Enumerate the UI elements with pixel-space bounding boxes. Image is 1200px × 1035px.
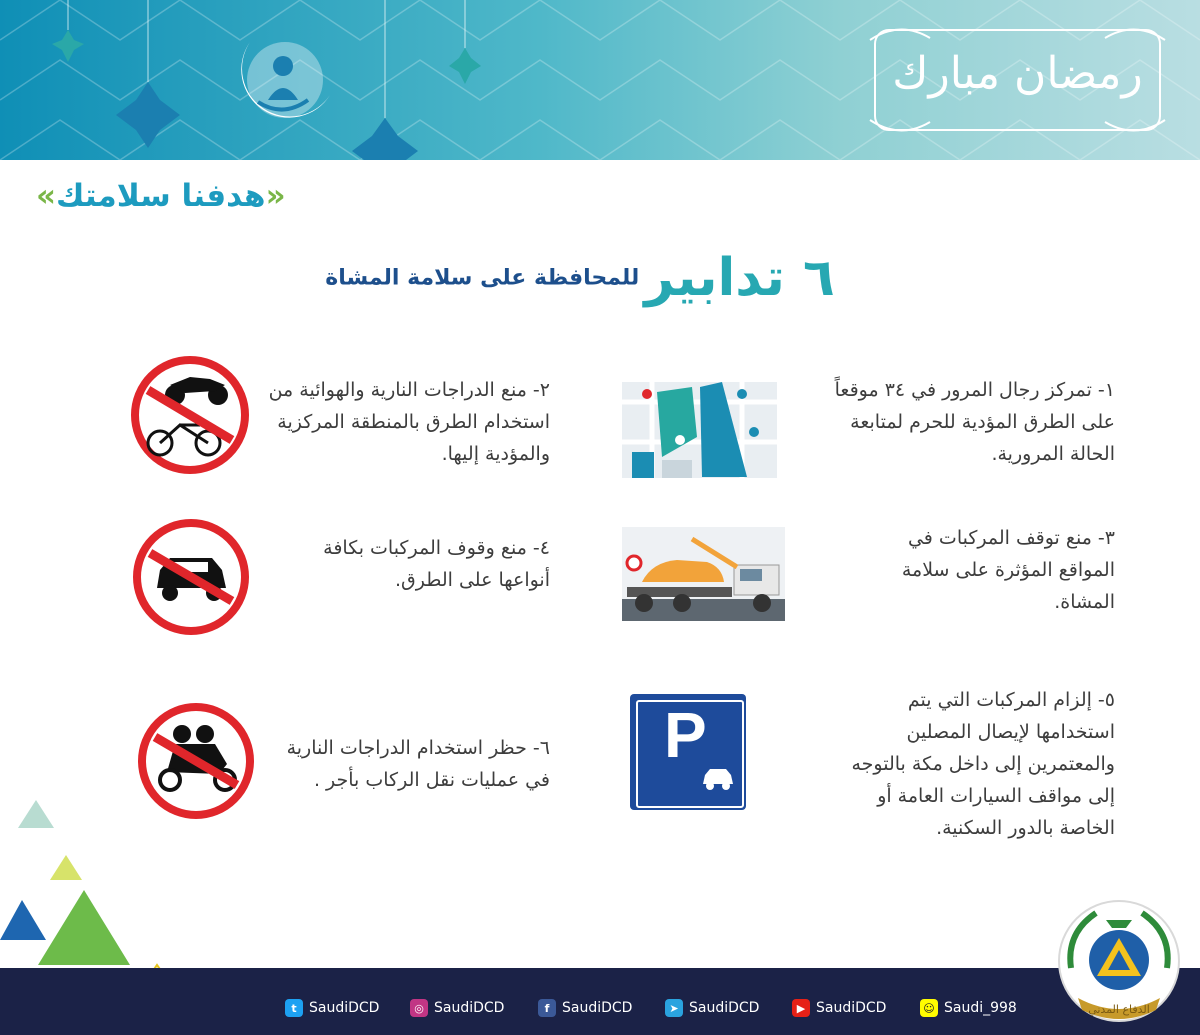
social-handle: SaudiDCD bbox=[562, 1000, 633, 1016]
measure-item-5: ٥- إلزام المركبات التي يتم استخدامها لإيصال المصلين والمعتمرين إلى داخل مكة بالتوجه إلى مواقف السيارات العامة أو الخاصة بالدور السكنية. bbox=[851, 689, 1115, 839]
slogan-close-quote: » bbox=[36, 178, 57, 214]
no-bikes-icon bbox=[130, 355, 250, 475]
car-icon bbox=[700, 764, 736, 792]
parking-sign-icon bbox=[630, 694, 746, 810]
emblem-caption: الدفاع المدني bbox=[1088, 1003, 1150, 1016]
telegram-icon: ➤ bbox=[665, 999, 683, 1017]
measure-item-2: ٢- منع الدراجات النارية والهوائية من استخدام الطرق بالمنطقة المركزية والمؤدية إليها. bbox=[268, 379, 550, 465]
social-facebook[interactable] bbox=[538, 996, 632, 1020]
youtube-icon: ▶ bbox=[792, 999, 810, 1017]
ramadan-logo-icon bbox=[241, 42, 330, 118]
facebook-icon: f bbox=[538, 999, 556, 1017]
social-handle: SaudiDCD bbox=[309, 1000, 380, 1016]
social-youtube[interactable] bbox=[792, 996, 886, 1020]
tow-truck-icon bbox=[622, 527, 785, 621]
parking-letter: P bbox=[664, 699, 707, 771]
social-handle: SaudiDCD bbox=[816, 1000, 887, 1016]
measure-item-1: ١- تمركز رجال المرور في ٣٤ موقعاً على الطرق المؤدية للحرم لمتابعة الحالة المرورية. bbox=[834, 379, 1115, 465]
measure-item-4: ٤- منع وقوف المركبات بكافة أنواعها على الطرق. bbox=[323, 537, 550, 591]
map-icon bbox=[622, 382, 777, 478]
measure-item-6: ٦- حظر استخدام الدراجات النارية في عمليات نقل الركاب بأجر . bbox=[286, 737, 550, 791]
title-main: ٦ تدابير bbox=[644, 248, 835, 308]
instagram-icon: ◎ bbox=[410, 999, 428, 1017]
no-car-icon bbox=[132, 518, 250, 636]
social-instagram[interactable] bbox=[410, 996, 504, 1020]
social-handle: SaudiDCD bbox=[689, 1000, 760, 1016]
slogan-open-quote: « bbox=[265, 178, 286, 214]
title-subtitle: للمحافظة على سلامة المشاة bbox=[325, 265, 640, 291]
slogan bbox=[36, 178, 336, 214]
social-snapchat[interactable] bbox=[920, 996, 1017, 1020]
social-twitter[interactable] bbox=[285, 996, 379, 1020]
slogan-text: هدفنا سلامتك bbox=[56, 178, 266, 214]
social-telegram[interactable] bbox=[665, 996, 759, 1020]
snapchat-icon: ☺ bbox=[920, 999, 938, 1017]
ramadan-header-banner bbox=[0, 0, 1200, 160]
page-title bbox=[300, 248, 860, 308]
twitter-icon: t bbox=[285, 999, 303, 1017]
social-handle: Saudi_998 bbox=[944, 1000, 1017, 1016]
measure-item-3: ٣- منع توقف المركبات في المواقع المؤثرة على سلامة المشاة. bbox=[901, 527, 1115, 613]
social-handle: SaudiDCD bbox=[434, 1000, 505, 1016]
ramadan-greeting-text: رمضان مبارك bbox=[892, 48, 1143, 99]
